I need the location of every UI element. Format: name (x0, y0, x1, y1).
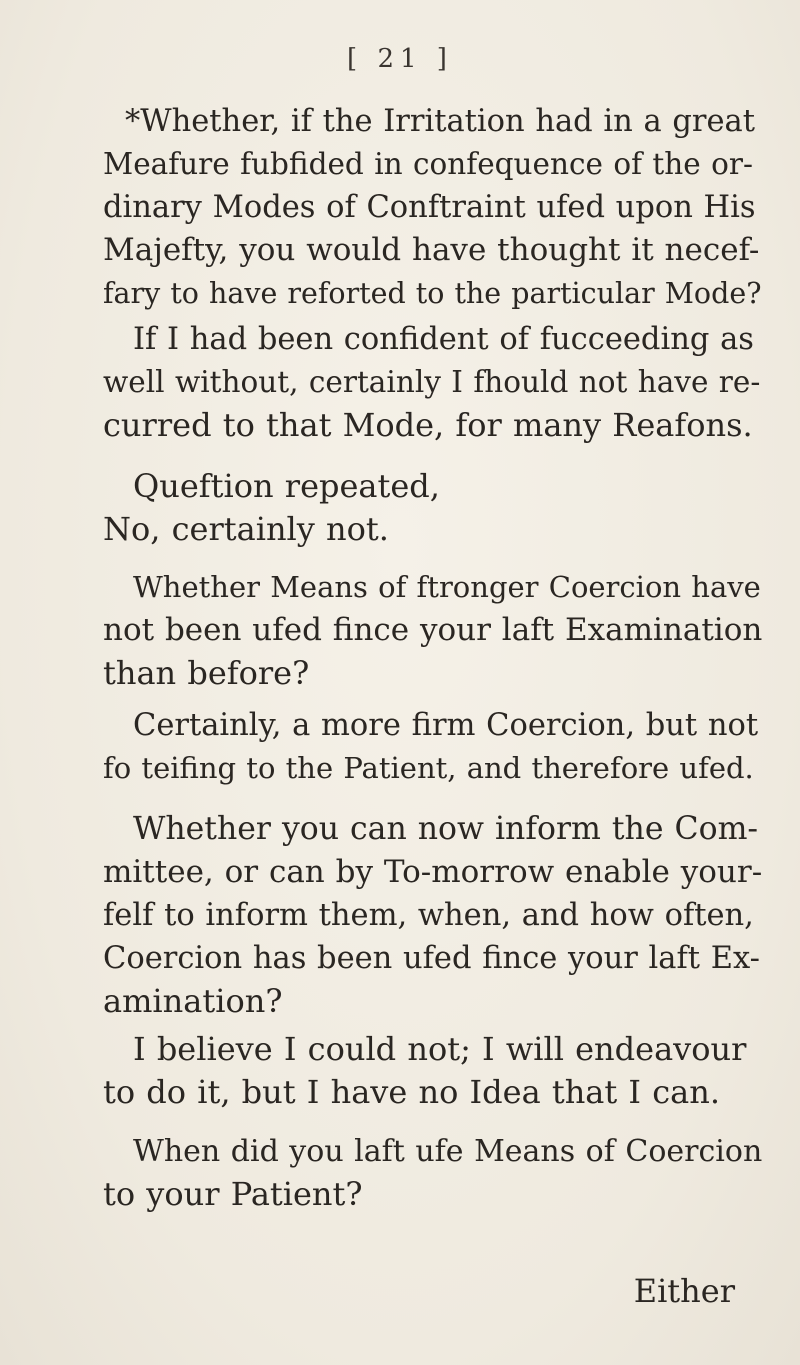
text-line: Whether you can now inform the Com- (133, 811, 759, 847)
question-paragraph-1 (103, 100, 763, 315)
text-line: *Whether, if the Irritation had in a great (125, 104, 755, 139)
text-line: Coercion has been ufed fince your laft Ex- (103, 941, 760, 976)
text-line: well without, certainly I fhould not have re- (103, 365, 761, 399)
answer-paragraph-3 (103, 704, 763, 790)
text-line: I believe I could not; I will endeavour (133, 1030, 747, 1068)
catchword: Either (633, 1272, 735, 1310)
text-line: amination? (103, 982, 283, 1020)
text-line: curred to that Mode, for many Reafons. (103, 406, 753, 444)
text-line: Meafure fubfided in confequence of the or- (103, 147, 753, 181)
text-line: not been ufed fince your laft Examination (103, 612, 763, 648)
text-line: to your Patient? (103, 1175, 363, 1213)
question-paragraph-5 (103, 1130, 763, 1216)
text-line: fo teifing to the Patient, and therefore ufed. (103, 751, 754, 785)
text-line: felf to inform them, when, and how often, (103, 898, 754, 933)
text-line: No, certainly not. (103, 510, 389, 548)
text-line: than before? (103, 654, 310, 692)
answer-paragraph-1 (103, 318, 763, 447)
text-line: Majefty, you would have thought it necef- (103, 232, 760, 268)
text-line: Queftion repeated, (133, 467, 440, 505)
text-line: dinary Modes of Conftraint ufed upon His (103, 190, 756, 225)
answer-paragraph-4 (103, 1028, 763, 1114)
question-paragraph-4 (103, 808, 763, 1023)
text-line: fary to have reforted to the particular Mode? (103, 277, 762, 310)
text-line: When did you laft ufe Means of Coercion (133, 1134, 763, 1169)
text-line: to do it, but I have no Idea that I can. (103, 1073, 720, 1111)
text-line: Whether Means of ftronger Coercion have (133, 570, 761, 604)
question-paragraph-3 (103, 566, 763, 695)
page-number: [ 21 ] (347, 44, 453, 74)
question-repeated-paragraph (103, 465, 763, 551)
text-line: mittee, or can by To-morrow enable your- (103, 854, 763, 890)
text-line: Certainly, a more firm Coercion, but not (133, 708, 759, 743)
text-line: If I had been confident of fucceeding as (133, 322, 754, 357)
